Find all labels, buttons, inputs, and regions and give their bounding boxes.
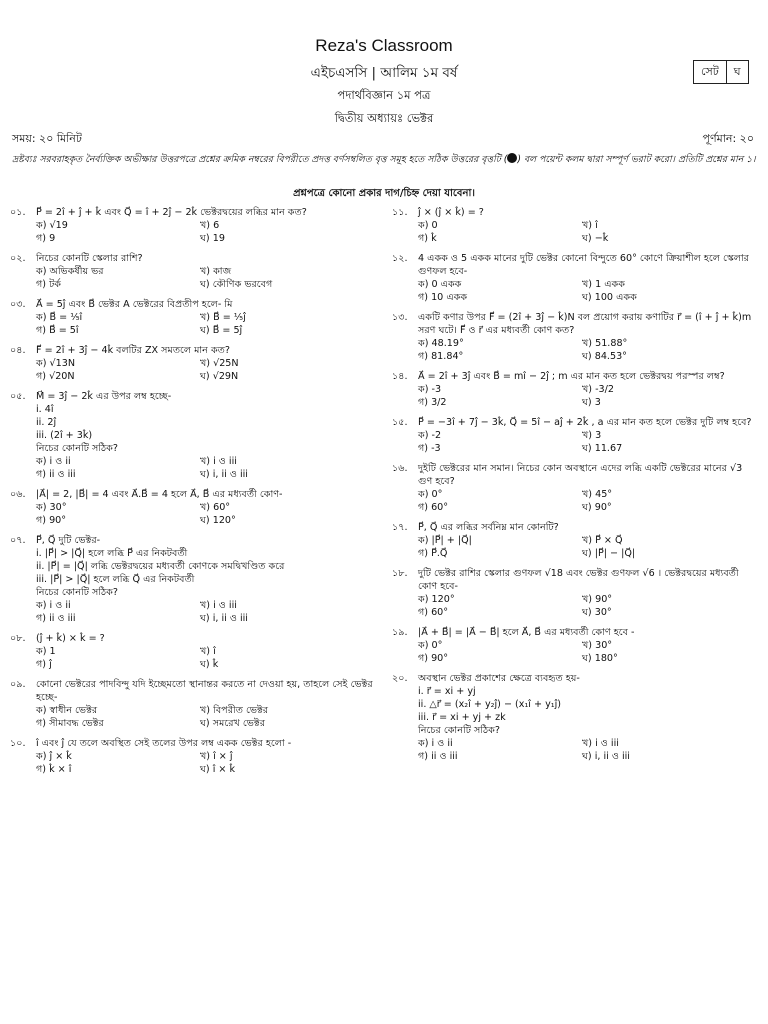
answer-option: খ) √25N bbox=[200, 358, 239, 369]
statement-item: ii. |P⃗| = |Q⃗| লব্ধি ভেক্টরদ্বয়ের মধ্যবর্তী কোণকে সমদ্বিখণ্ডিত করে bbox=[36, 561, 285, 572]
answer-option: ক) i ও ii bbox=[36, 456, 71, 467]
question-number: ০৮. bbox=[10, 633, 26, 644]
answer-option: ঘ) i, ii ও iii bbox=[200, 469, 248, 480]
question-text: ĵ × (ĵ × k̂) = ? bbox=[418, 207, 484, 218]
answer-option: ক) √19 bbox=[36, 220, 68, 231]
question-text: (ĵ + k̂) × k̂ = ? bbox=[36, 633, 105, 644]
answer-option: খ) 45° bbox=[582, 489, 613, 500]
question-text: P⃗ = 2î + ĵ + k̂ এবং Q⃗ = î + 2ĵ − 2k̂ ভেক্টরদ্বয়ের লব্ধির মান কত? bbox=[36, 207, 307, 218]
answer-option: খ) î bbox=[200, 646, 216, 657]
question-item bbox=[10, 632, 376, 671]
answer-option: ঘ) 180° bbox=[582, 653, 618, 664]
statement-item: i. |P⃗| > |Q⃗| হলে লব্ধি P⃗ এর নিকটবর্তী bbox=[36, 548, 188, 559]
answer-option: গ) 10 একক bbox=[418, 292, 468, 303]
answer-option: ক) i ও ii bbox=[418, 738, 453, 749]
answer-option: ক) 0° bbox=[418, 640, 443, 651]
statement-item: ii. △r⃗ = (x₂î + y₂ĵ) − (x₁î + y₁ĵ) bbox=[418, 699, 562, 710]
answer-option: ক) B⃗ = ⅕î bbox=[36, 312, 83, 323]
filled-circle-icon bbox=[507, 153, 517, 163]
question-item bbox=[392, 252, 758, 304]
question-number: ১৭. bbox=[392, 522, 408, 533]
answer-option: গ) ii ও iii bbox=[36, 613, 76, 624]
question-text: 4 একক ও 5 একক মানের দুটি ভেক্টর কোনো বিন্দুতে 60° কোণে ক্রিয়াশীল হলে স্কেলার গুণফল হবে- bbox=[418, 253, 749, 277]
answer-option: ঘ) i, ii ও iii bbox=[200, 613, 248, 624]
exam-name: এইচএসসি | আলিম ১ম বর্ষ bbox=[310, 65, 458, 81]
answer-option: খ) 6 bbox=[200, 220, 220, 231]
answer-option: খ) B⃗ = ⅕ĵ bbox=[200, 312, 246, 323]
answer-option: ক) অভিকর্ষীয় ভর bbox=[36, 266, 104, 277]
question-item bbox=[10, 534, 376, 625]
answer-option: গ) √20N bbox=[36, 371, 75, 382]
question-number: ০৫. bbox=[10, 391, 26, 402]
question-item bbox=[392, 567, 758, 619]
answer-option: ঘ) |P⃗| − |Q⃗| bbox=[582, 548, 636, 559]
answer-option: ক) স্বাধীন ভেক্টর bbox=[36, 705, 98, 716]
time-label: সময়: ২০ মিনিট bbox=[12, 132, 82, 145]
instruction-text-2: বল পয়েন্ট কলম দ্বারা সম্পূর্ণ ভরাট করো। প্রতিটি প্রশ্নের মান ১। bbox=[523, 154, 756, 165]
answer-option: গ) 90° bbox=[36, 515, 67, 526]
answer-option: খ) î × ĵ bbox=[200, 751, 233, 762]
statement-item: নিচের কোনটি সঠিক? bbox=[36, 587, 118, 598]
answer-options bbox=[10, 219, 376, 245]
question-text: নিচের কোনটি স্কেলার রাশি? bbox=[36, 253, 143, 264]
answer-option: ক) √13N bbox=[36, 358, 76, 369]
answer-option: ঘ) 11.67 bbox=[582, 443, 623, 454]
answer-options bbox=[10, 645, 376, 671]
answer-option: ক) 0° bbox=[418, 489, 443, 500]
answer-options bbox=[392, 278, 758, 304]
question-text: কোনো ভেক্টরের পাদবিন্দু যদি ইচ্ছেমতো স্থানান্তর করতে না দেওয়া হয়, তাহলে সেই ভেক্টর হচ্ছে- bbox=[36, 679, 373, 703]
question-item bbox=[392, 370, 758, 409]
answer-options bbox=[10, 704, 376, 730]
question-item bbox=[392, 626, 758, 665]
question-text: î এবং ĵ যে তলে অবস্থিত সেই তলের উপর লম্ব একক ভেক্টর হলো - bbox=[36, 738, 292, 749]
answer-options bbox=[392, 488, 758, 514]
answer-options bbox=[392, 737, 758, 763]
answer-option: ঘ) √29N bbox=[200, 371, 239, 382]
question-number: ০৯. bbox=[10, 679, 26, 690]
question-number: ১৩. bbox=[392, 312, 408, 323]
answer-option: ঘ) 120° bbox=[200, 515, 236, 526]
set-value: ঘ bbox=[726, 61, 748, 83]
question-item bbox=[10, 298, 376, 337]
answer-option: খ) -3/2 bbox=[582, 384, 614, 395]
question-number: ২০. bbox=[392, 673, 408, 684]
answer-options bbox=[10, 501, 376, 527]
answer-option: ঘ) î × k̂ bbox=[200, 764, 236, 775]
question-number: ০৪. bbox=[10, 345, 26, 356]
answer-option: খ) i ও iii bbox=[200, 456, 237, 467]
answer-option: খ) 51.88° bbox=[582, 338, 628, 349]
answer-options bbox=[10, 311, 376, 337]
answer-option: গ) ii ও iii bbox=[418, 751, 458, 762]
answer-option: ক) 120° bbox=[418, 594, 455, 605]
question-text: P⃗, Q⃗ এর লব্ধির সর্বনিম্ন মান কোনটি? bbox=[418, 522, 559, 533]
question-number: ১৪. bbox=[392, 371, 408, 382]
answer-option: ক) ĵ × k̂ bbox=[36, 751, 72, 762]
answer-option: খ) i ও iii bbox=[200, 600, 237, 611]
answer-option: গ) সীমাবদ্ধ ভেক্টর bbox=[36, 718, 104, 729]
answer-option: গ) ĵ bbox=[36, 659, 52, 670]
answer-option: গ) টর্ক bbox=[36, 279, 62, 290]
answer-option: ক) |P⃗| + |Q⃗| bbox=[418, 535, 472, 546]
question-item bbox=[10, 737, 376, 776]
full-marks-label: পূর্ণমান: ২০ bbox=[702, 132, 754, 145]
question-text: |A⃗ + B⃗| = |A⃗ − B⃗| হলে A⃗, B⃗ এর মধ্যবর্তী কোণ হবে - bbox=[418, 627, 635, 638]
answer-option: খ) 30° bbox=[582, 640, 613, 651]
answer-option: খ) 3 bbox=[582, 430, 602, 441]
answer-options bbox=[392, 593, 758, 619]
question-item bbox=[392, 672, 758, 763]
question-text: |A⃗| = 2, |B⃗| = 4 এবং A⃗.B⃗ = 4 হলে A⃗, B⃗ এর মধ্যবর্তী কোণ- bbox=[36, 489, 283, 500]
question-text: A⃗ = 5ĵ এবং B⃗ ভেক্টর A ভেক্টরের বিপ্রতীপ হলে- মি bbox=[36, 299, 233, 310]
answer-options bbox=[392, 534, 758, 560]
question-text: F⃗ = 2î + 3ĵ − 4k̂ বলটির ZX সমতলে মান কত? bbox=[36, 345, 230, 356]
statement-item: নিচের কোনটি সঠিক? bbox=[36, 443, 118, 454]
answer-options bbox=[10, 599, 376, 625]
answer-option: ক) -2 bbox=[418, 430, 442, 441]
answer-option: ক) 0 bbox=[418, 220, 438, 231]
answer-option: খ) 90° bbox=[582, 594, 613, 605]
answer-option: খ) 1 একক bbox=[582, 279, 625, 290]
question-item bbox=[10, 344, 376, 383]
answer-option: ক) -3 bbox=[418, 384, 442, 395]
warning-note: প্রশ্নপত্রে কোনো প্রকার দাগ/চিহ্ন দেয়া যাবেনা। bbox=[293, 188, 475, 199]
question-item bbox=[10, 678, 376, 730]
answer-options bbox=[392, 639, 758, 665]
question-number: ১৮. bbox=[392, 568, 408, 579]
question-number: ১২. bbox=[392, 253, 408, 264]
question-number: ০২. bbox=[10, 253, 26, 264]
question-number: ১৬. bbox=[392, 463, 408, 474]
question-text: P⃗, Q⃗ দুটি ভেক্টর- bbox=[36, 535, 101, 546]
answer-option: খ) কাজ bbox=[200, 266, 232, 277]
question-number: ০১. bbox=[10, 207, 26, 218]
question-column-right bbox=[392, 206, 758, 770]
answer-option: গ) 3/2 bbox=[418, 397, 447, 408]
answer-options bbox=[10, 265, 376, 291]
question-text: একটি কণার উপর F⃗ = (2î + 3ĵ − k̂)N বল প্রয়োগ করায় কণাটির r⃗ = (î + ĵ + k̂)m সরণ ঘটে। F⃗ ও r⃗ এর মধ্যবর্তী কোণ কত? bbox=[418, 312, 752, 336]
question-item bbox=[392, 416, 758, 455]
answer-option: ঘ) 84.53° bbox=[582, 351, 627, 362]
question-number: ১৯. bbox=[392, 627, 408, 638]
answer-option: ঘ) কৌণিক ভরবেগ bbox=[200, 279, 273, 290]
answer-options bbox=[10, 750, 376, 776]
answer-option: খ) i ও iii bbox=[582, 738, 619, 749]
answer-option: গ) P⃗.Q⃗ bbox=[418, 548, 448, 559]
answer-option: গ) -3 bbox=[418, 443, 441, 454]
question-number: ১০. bbox=[10, 738, 26, 749]
answer-option: ঘ) সমরেখ ভেক্টর bbox=[200, 718, 265, 729]
answer-option: গ) B⃗ = 5î bbox=[36, 325, 79, 336]
question-number: ১৫. bbox=[392, 417, 408, 428]
instructions: দ্রষ্টব্যঃ সরবরাহকৃত নৈর্ব্যক্তিক অভীক্ষার উত্তরপত্রে প্রশ্নের ক্রমিক নম্বরের বিপরীতে প্রদত্ত বর্ণসম্বলিত বৃত্ত সমূহ হতে সঠিক উত্তরের বৃত্তটি ( ) বল পয়েন্ট কলম দ্বারা সম্পূর্ণ ভরাট করো। প্রতিটি প্রশ্নের মান ১। bbox=[12, 154, 756, 165]
statement-item: ii. 2ĵ bbox=[36, 417, 57, 428]
answer-option: ক) i ও ii bbox=[36, 600, 71, 611]
answer-option: ক) 48.19° bbox=[418, 338, 464, 349]
statement-item: iii. |P⃗| > |Q⃗| হলে লব্ধি Q⃗ এর নিকটবর্তী bbox=[36, 574, 195, 585]
chapter-name: দ্বিতীয় অধ্যায়ঃ ভেক্টর bbox=[334, 111, 434, 125]
answer-option: গ) 81.84° bbox=[418, 351, 464, 362]
question-text: দুটি ভেক্টর রাশির স্কেলার গুণফল √18 এবং ভেক্টর গুণফল √6 । ভেক্টরদ্বয়ের মধ্যবর্তী কোণ হবে- bbox=[418, 568, 739, 592]
question-number: ০৬. bbox=[10, 489, 26, 500]
question-column-left bbox=[10, 206, 376, 783]
answer-option: ক) 0 একক bbox=[418, 279, 462, 290]
question-number: ০৩. bbox=[10, 299, 26, 310]
answer-option: গ) 60° bbox=[418, 607, 449, 618]
question-number: ১১. bbox=[392, 207, 408, 218]
statement-item: i. r⃗ = xi + yj bbox=[418, 686, 476, 697]
answer-option: ঘ) 100 একক bbox=[582, 292, 637, 303]
set-box bbox=[693, 60, 749, 84]
answer-options bbox=[392, 383, 758, 409]
answer-option: খ) 60° bbox=[200, 502, 231, 513]
answer-options bbox=[10, 357, 376, 383]
answer-option: ঘ) 3 bbox=[582, 397, 601, 408]
question-item bbox=[392, 462, 758, 514]
question-text: P⃗ = −3î + 7ĵ − 3k̂, Q⃗ = 5î − aĵ + 2k̂ , a এর মান কত হলে ভেক্টর দুটি লম্ব হবে? bbox=[418, 417, 752, 428]
answer-option: গ) 9 bbox=[36, 233, 56, 244]
answer-option: গ) 90° bbox=[418, 653, 449, 664]
question-text: M⃗ = 3ĵ − 2k̂ এর উপর লম্ব হচ্ছে- bbox=[36, 391, 172, 402]
statement-item: নিচের কোনটি সঠিক? bbox=[418, 725, 500, 736]
statement-item: i. 4î bbox=[36, 404, 54, 415]
answer-options bbox=[392, 429, 758, 455]
classroom-title: Reza's Classroom bbox=[315, 36, 453, 55]
question-text: A⃗ = 2î + 3ĵ এবং B⃗ = mî − 2ĵ ; m এর মান কত হলে ভেক্টরদ্বয় পরস্পর লম্ব? bbox=[418, 371, 725, 382]
answer-option: ঘ) 90° bbox=[582, 502, 612, 513]
answer-option: ঘ) 19 bbox=[200, 233, 225, 244]
question-item bbox=[392, 521, 758, 560]
instruction-text-1: দ্রষ্টব্যঃ সরবরাহকৃত নৈর্ব্যক্তিক অভীক্ষার উত্তরপত্রে প্রশ্নের ক্রমিক নম্বরের বিপরীতে প্রদত্ত বর্ণসম্বলিত বৃত্ত সমূহ হতে সঠিক উত্তরের বৃত্তটি bbox=[12, 154, 501, 165]
question-text: অবস্থান ভেক্টর প্রকাশের ক্ষেত্রে ব্যবহৃত হয়- bbox=[418, 673, 580, 684]
subject-name: পদার্থবিজ্ঞান ১ম পত্র bbox=[337, 88, 431, 102]
answer-option: গ) ii ও iii bbox=[36, 469, 76, 480]
answer-option: ক) 30° bbox=[36, 502, 67, 513]
question-item bbox=[392, 206, 758, 245]
statement-item: iii. r⃗ = xi + yj + zk bbox=[418, 712, 506, 723]
answer-option: গ) 60° bbox=[418, 502, 449, 513]
question-item bbox=[10, 390, 376, 481]
answer-option: খ) P⃗ × Q⃗ bbox=[582, 535, 623, 546]
answer-option: ঘ) −k̂ bbox=[582, 233, 609, 244]
answer-options bbox=[392, 337, 758, 363]
question-item bbox=[392, 311, 758, 363]
answer-option: খ) বিপরীত ভেক্টর bbox=[200, 705, 269, 716]
answer-options bbox=[10, 455, 376, 481]
answer-option: ঘ) k̂ bbox=[200, 659, 219, 670]
statement-item: iii. (2î + 3k̂) bbox=[36, 430, 93, 441]
question-item bbox=[10, 252, 376, 291]
answer-option: ঘ) i, ii ও iii bbox=[582, 751, 630, 762]
question-item bbox=[10, 206, 376, 245]
answer-option: গ) k̂ × î bbox=[36, 764, 72, 775]
answer-option: গ) k̂ bbox=[418, 233, 437, 244]
question-item bbox=[10, 488, 376, 527]
answer-option: ঘ) 30° bbox=[582, 607, 612, 618]
answer-option: খ) î bbox=[582, 220, 598, 231]
answer-options bbox=[392, 219, 758, 245]
question-number: ০৭. bbox=[10, 535, 26, 546]
set-label: সেট bbox=[701, 64, 719, 78]
question-text: দুইটি ভেক্টরের মান সমান। নিচের কোন অবস্থানে এদের লব্ধি একটি ভেক্টরের মানের √3 গুণ হবে? bbox=[418, 463, 743, 487]
answer-option: ক) 1 bbox=[36, 646, 56, 657]
answer-option: ঘ) B⃗ = 5ĵ bbox=[200, 325, 243, 336]
